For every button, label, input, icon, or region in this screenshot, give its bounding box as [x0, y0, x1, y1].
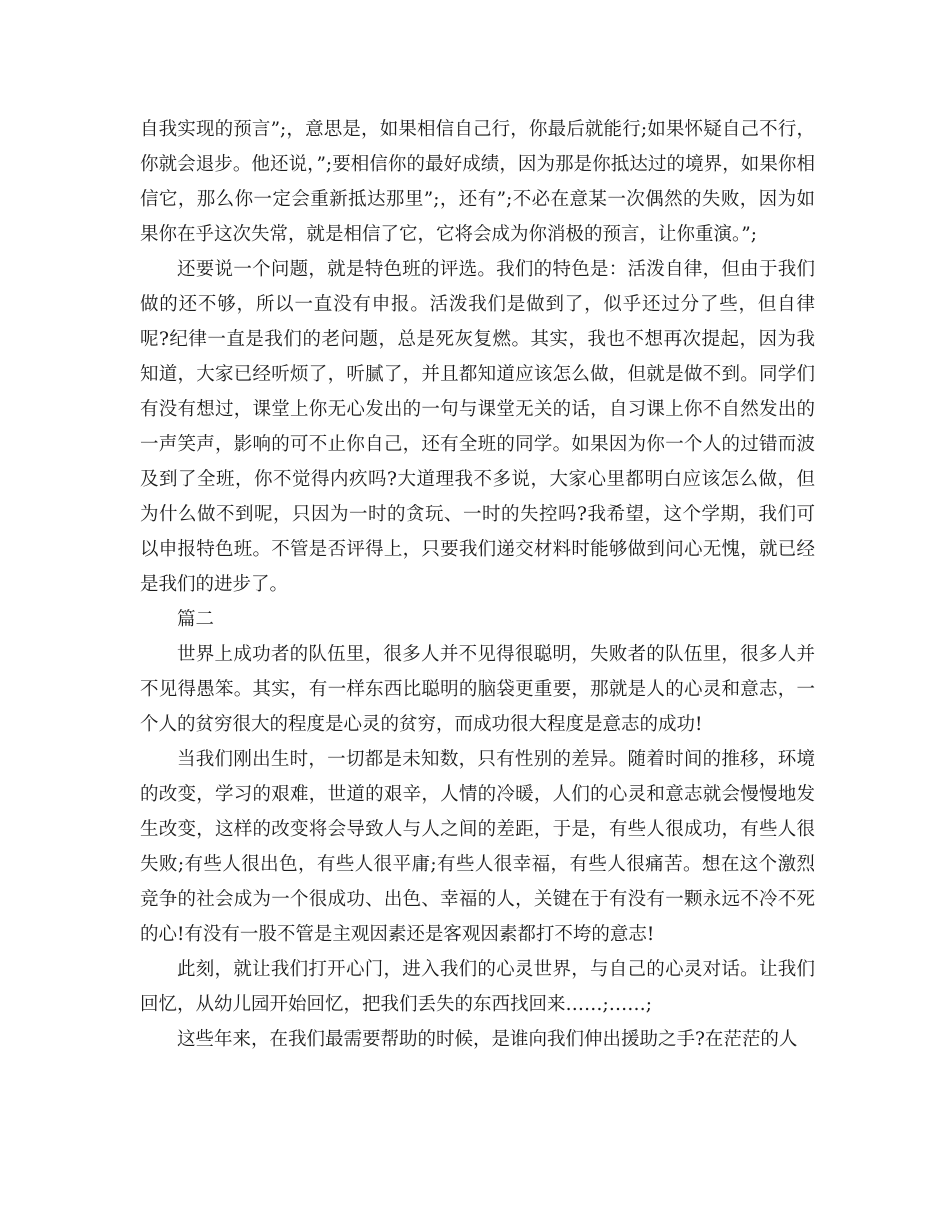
- paragraph-birth-change: 当我们刚出生时，一切都是未知数，只有性别的差异。随着时间的推移，环境的改变，学习的艰难，世道的艰辛，人情的冷暖，人们的心灵和意志就会慢慢地发生改变，这样的改变将会导致人与人之间的差距，于是，有些人很成功，有些人很失败;有些人很出色，有些人很平庸;有些人很幸福，有些人很痛苦。想在这个激烈竞争的社会成为一个很成功、出色、幸福的人，关键在于有没有一颗永远不冷不死的心!有没有一股不管是主观因素还是客观因素都打不垮的意志!: [140, 749, 815, 945]
- paragraph-help-years: 这些年来，在我们最需要帮助的时候，是谁向我们伸出援助之手?在茫茫的人: [177, 1029, 798, 1050]
- paragraph-open-heart: 此刻，就让我们打开心门，进入我们的心灵世界，与自己的心灵对话。让我们回忆，从幼儿园开始回忆，把我们丢失的东西找回来……;……;: [140, 959, 815, 1015]
- paragraph-special-class: 还要说一个问题，就是特色班的评选。我们的特色是：活泼自律，但由于我们做的还不够，所以一直没有申报。活泼我们是做到了，似乎还过分了些，但自律呢?纪律一直是我们的老问题，总是死灰复燃。其实，我也不想再次提起，因为我知道，大家已经听烦了，听腻了，并且都知道应该怎么做，但就是做不到。同学们有没有想过，课堂上你无心发出的一句与课堂无关的话，自习课上你不自然发出的一声笑声，影响的可不止你自己，还有全班的同学。如果因为你一个人的过错而波及到了全班，你不觉得内疚吗?大道理我不多说，大家心里都明白应该怎么做，但为什么做不到呢，只因为一时的贪玩、一时的失控吗?我希望，这个学期，我们可以申报特色班。不管是否评得上，只要我们递交材料时能够做到问心无愧，就已经是我们的进步了。: [140, 259, 815, 595]
- section-heading-part-two: 篇二: [177, 609, 215, 630]
- document-page: [140, 112, 815, 1057]
- paragraph-continuation: 自我实现的预言”;，意思是，如果相信自己行，你最后就能行;如果怀疑自己不行，你就会退步。他还说，”;要相信你的最好成绩，因为那是你抵达过的境界，如果你相信它，那么你一定会重新抵达那里”;，还有”;不必在意某一次偶然的失败，因为如果你在乎这次失常，就是相信了它，它将会成为你消极的预言，让你重演。”;: [140, 119, 815, 245]
- paragraph-success-mind: 世界上成功者的队伍里，很多人并不见得很聪明，失败者的队伍里，很多人并不见得愚笨。其实，有一样东西比聪明的脑袋更重要，那就是人的心灵和意志，一个人的贫穷很大的程度是心灵的贫穷，而成功很大程度是意志的成功!: [140, 644, 815, 735]
